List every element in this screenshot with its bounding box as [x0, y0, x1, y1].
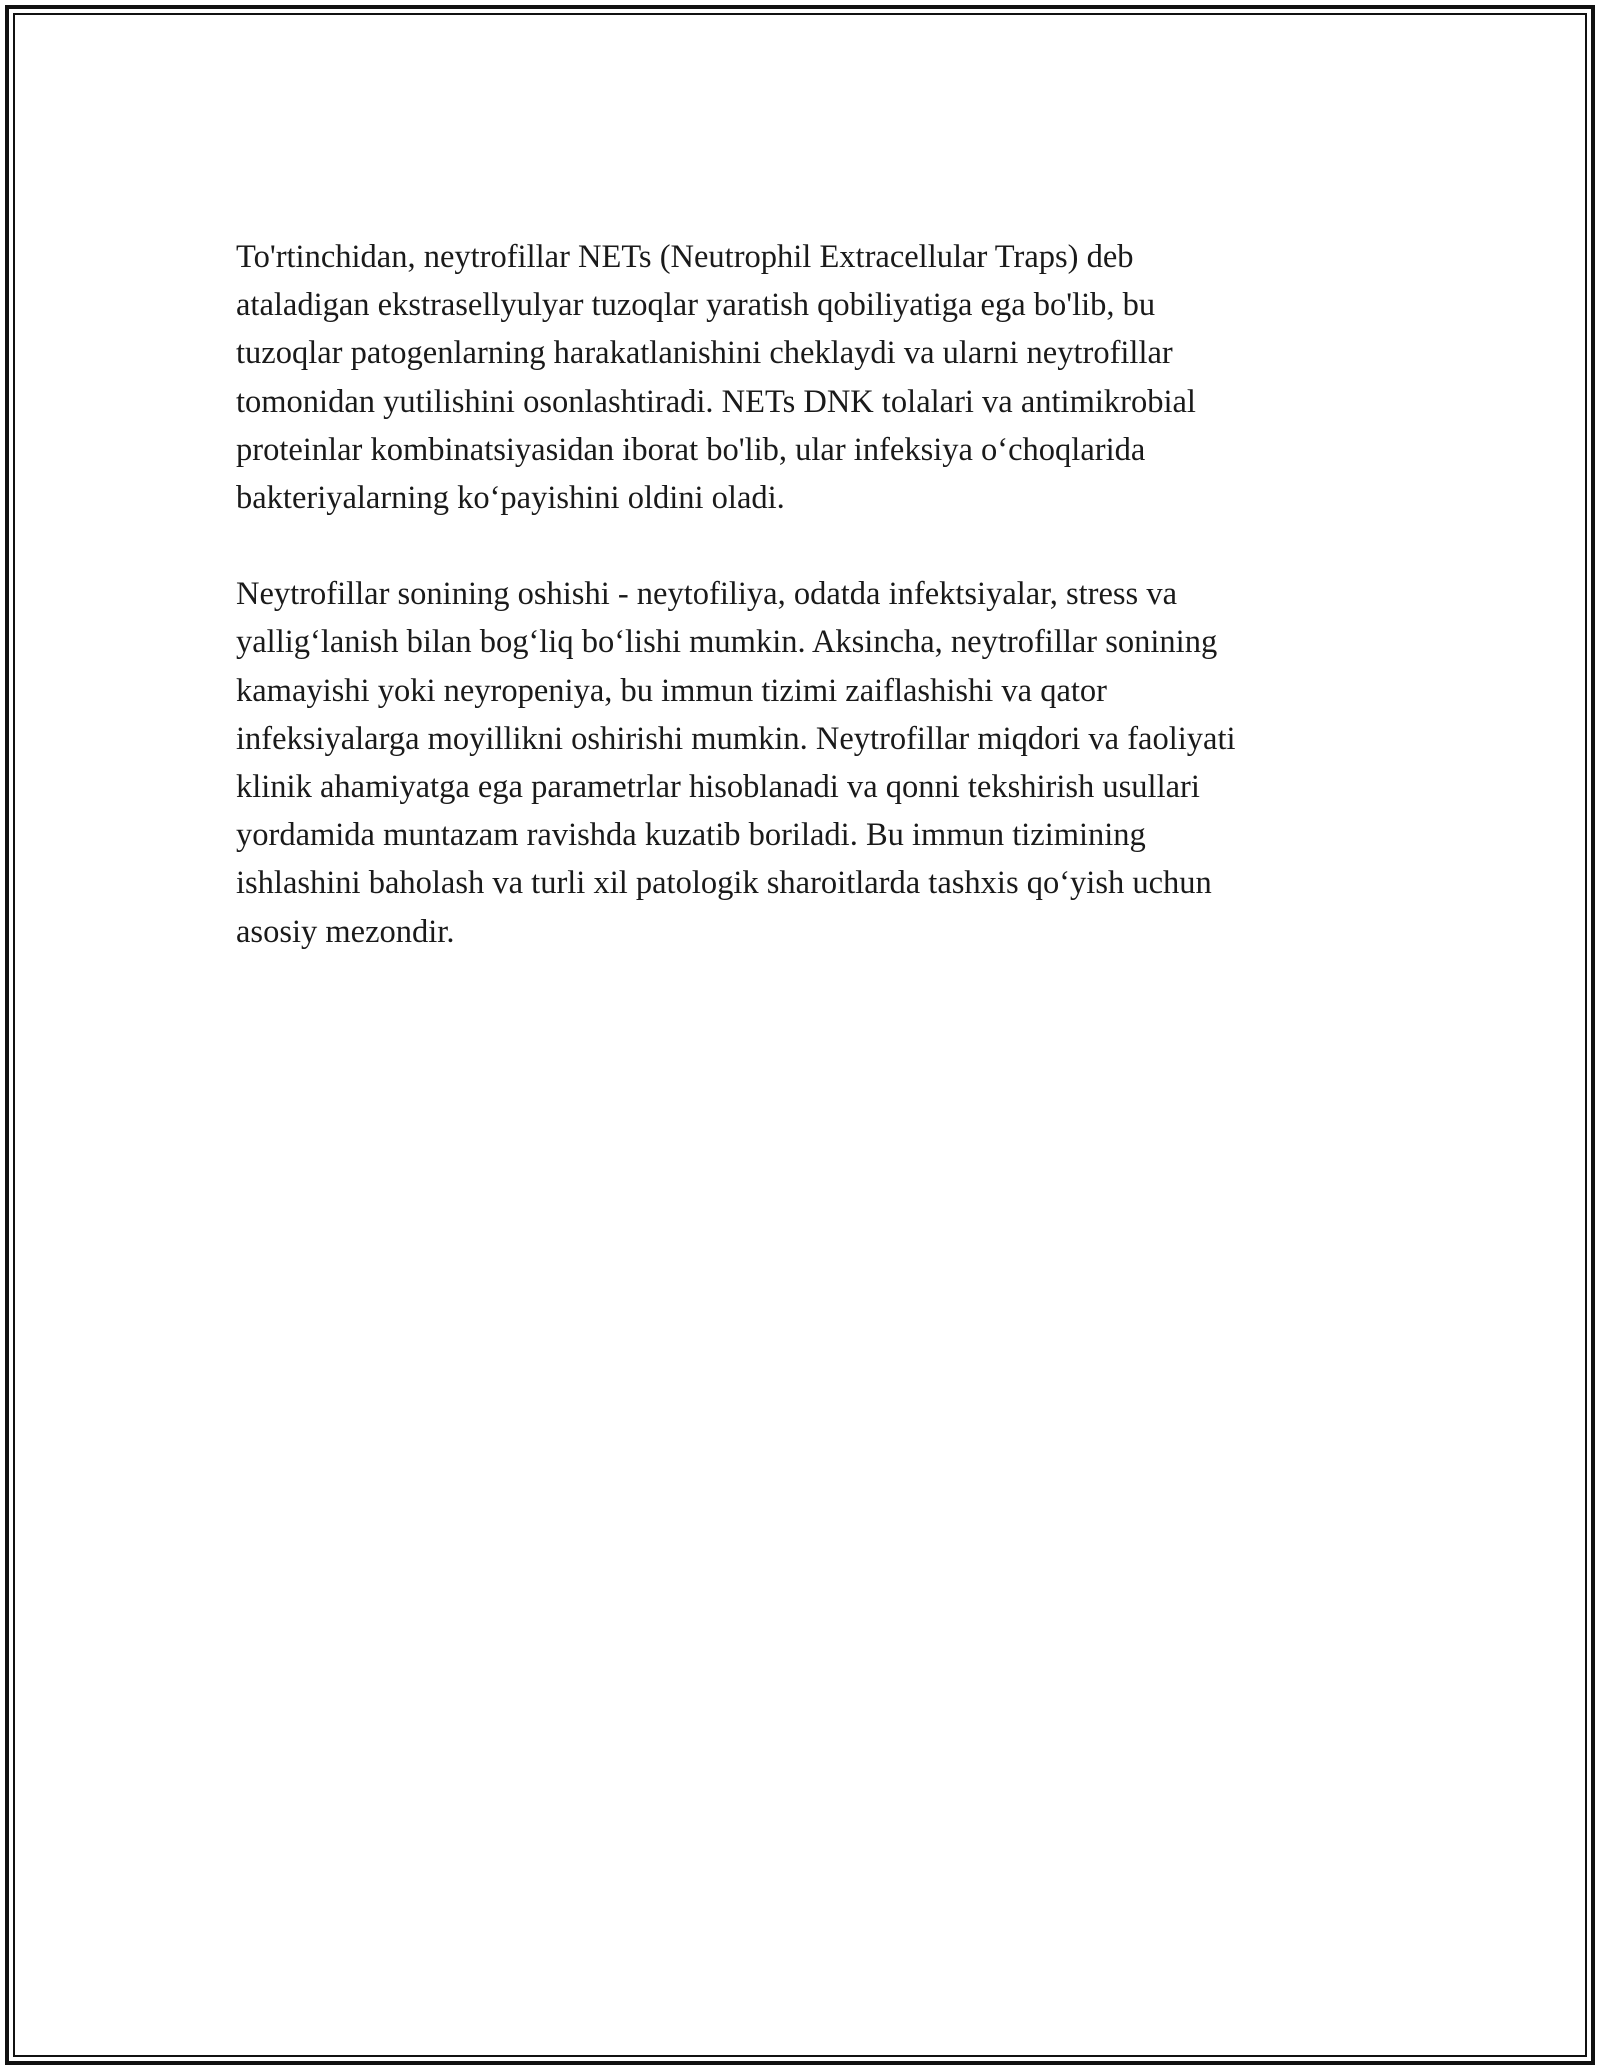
paragraph-neutrophil-count: Neytrofillar sonining oshishi - neytofiliya, odatda infektsiyalar, stress va yallig‘lanish bilan bog‘liq bo‘lishi mumkin. Aksincha, neytrofillar sonining kamayishi yoki neyropeniya, bu immun tizimi zaiflashishi va qator infeksiyalarga moyillikni oshirishi mumkin. Neytrofillar miqdori va faoliyati klinik ahamiyatga ega parametrlar hisoblanadi va qonni tekshirish usullari yordamida muntazam ravishda kuzatib boriladi. Bu immun tizimining ishlashini baholash va turli xil patologik sharoitlarda tashxis qo‘yish uchun asosiy mezondir. [236, 576, 1236, 950]
paragraph-nets: To'rtinchidan, neytrofillar NETs (Neutrophil Extracellular Traps) deb ataladigan ekstrasellyulyar tuzoqlar yaratish qobiliyatiga ega bo'lib, bu tuzoqlar patogenlarning harakatlanishini cheklaydi va ularni neytrofillar tomonidan yutilishini osonlashtiradi. NETs DNK tolalari va antimikrobial proteinlar kombinatsiyasidan iborat bo'lib, ular infeksiya o‘choqlarida bakteriyalarning ko‘payishini oldini oladi. [236, 239, 1196, 517]
document-body [236, 233, 1376, 1004]
